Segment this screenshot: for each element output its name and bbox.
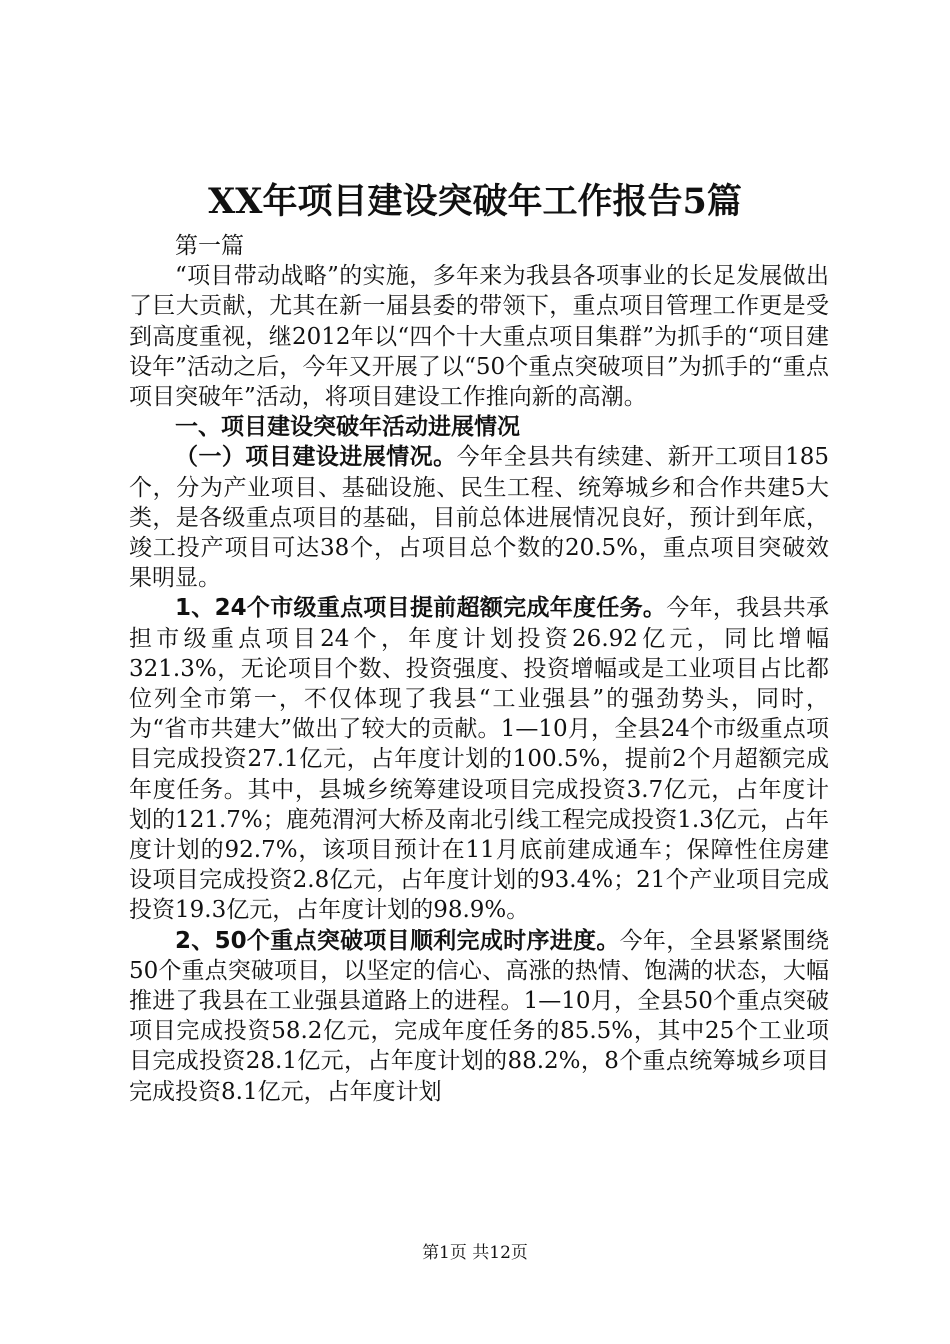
section-heading: 一、项目建设突破年活动进展情况 — [175, 414, 520, 441]
page-footer: 第1页 共12页 — [422, 1243, 528, 1263]
paragraph-lead: 2、50个重点突破项目顺利完成时序进度。 — [175, 927, 620, 954]
paragraph-lead: 1、24个市级重点项目提前超额完成年度任务。 — [175, 595, 667, 622]
paragraph-text: 今年全县共有续建、新开工项目185个，分为产业项目、基础设施、民生工程、统筹城乡和合作共建5大类，是各级重点项目的基础，目前总体进展情况良好，预计到年底，竣工投产项目可达38个，占项目总个数的20.5%，重点项目突破效果明显。 — [129, 444, 830, 592]
paragraph-lead: （一）项目建设进展情况。 — [175, 444, 457, 471]
paragraph-progress — [129, 442, 829, 593]
paragraph-municipal-projects — [129, 593, 829, 925]
section-label: 第一篇 — [175, 233, 244, 259]
document-body — [129, 231, 829, 1107]
paragraph-breakthrough-projects — [129, 926, 829, 1107]
document-title: XX年项目建设突破年工作报告5篇 — [208, 181, 742, 222]
paragraph-text: 今年，全县紧紧围绕50个重点突破项目，以坚定的信心、高涨的热情、饱满的状态，大幅推进了我县在工业强县道路上的进程。1—10月，全县50个重点突破项目完成投资58.2亿元，完成年度任务的85.5%，其中25个工业项目完成投资28.1亿元，占年度计划的88.2%，8个重点统筹城乡项目完成投资8.1亿元，占年度计划 — [129, 927, 830, 1105]
intro-paragraph: “项目带动战略”的实施，多年来为我县各项事业的长足发展做出了巨大贡献，尤其在新一届县委的带领下，重点项目管理工作更是受到高度重视，继2012年以“四个十大重点项目集群”为抓手的“项目建设年”活动之后，今年又开展了以“50个重点突破项目”为抓手的“重点项目突破年”活动，将项目建设工作推向新的高潮。 — [129, 263, 829, 411]
paragraph-text: 今年，我县共承担市级重点项目24个，年度计划投资26.92亿元，同比增幅321.3%，无论项目个数、投资强度、投资增幅或是工业项目占比都位列全市第一，不仅体现了我县“工业强县”的强劲势头，同时，为“省市共建大”做出了较大的贡献。1—10月，全县24个市级重点项目完成投资27.1亿元，占年度计划的100.5%，提前2个月超额完成年度任务。其中，县城乡统筹建设项目完成投资3.7亿元，占年度计划的121.7%；鹿苑渭河大桥及南北引线工程完成投资1.3亿元，占年度计划的92.7%，该项目预计在11月底前建成通车；保障性住房建设项目完成投资2.8亿元，占年度计划的93.4%；21个产业项目完成投资19.3亿元，占年度计划的98.9%。 — [129, 595, 830, 924]
